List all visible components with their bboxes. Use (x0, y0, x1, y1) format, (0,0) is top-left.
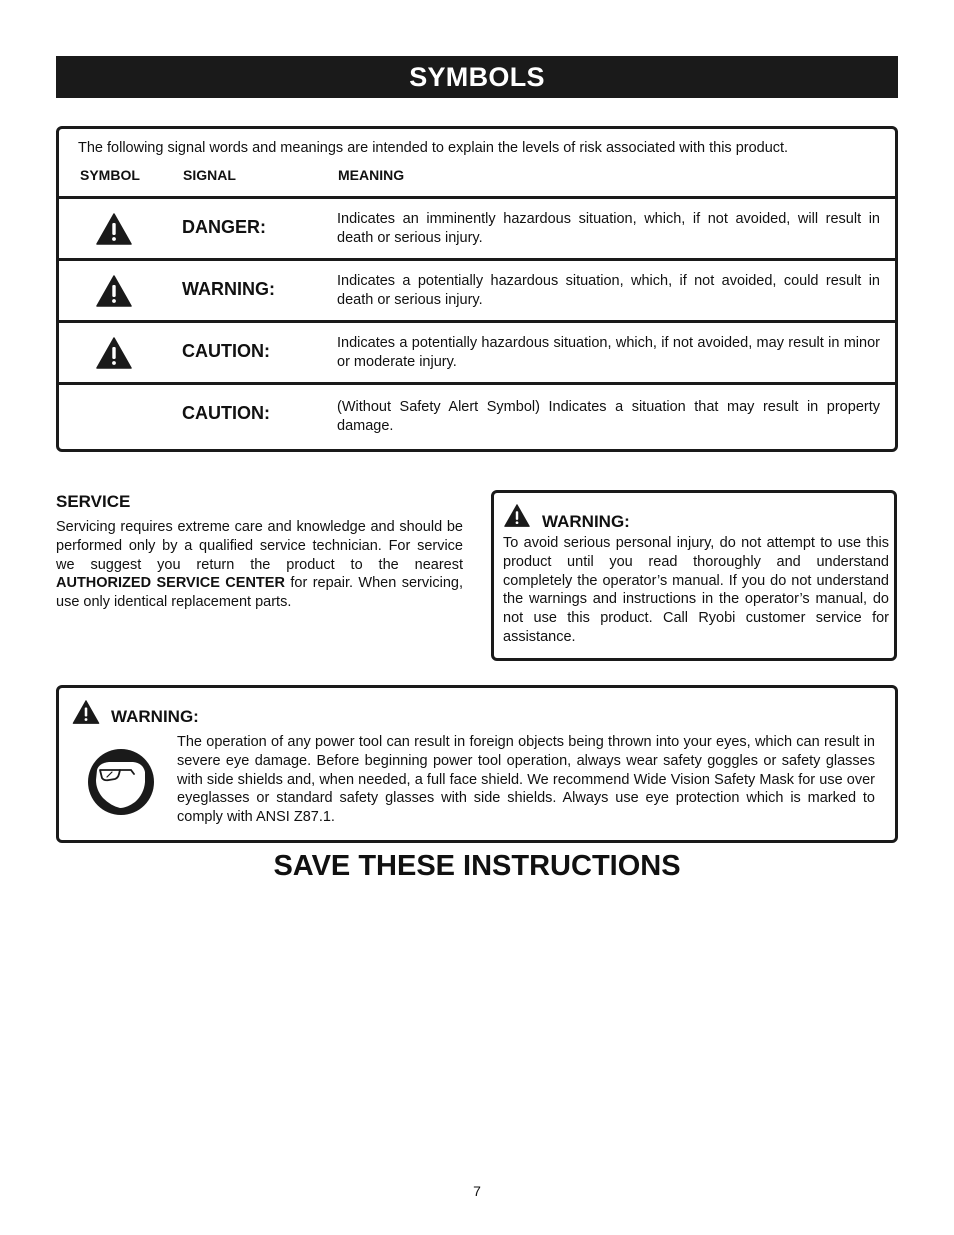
symbols-intro: The following signal words and meanings are intended to explain the levels of risk associated with this product. (78, 140, 789, 156)
service-text (56, 518, 463, 612)
service-text-2: for repair. When servicing, use only identical replacement parts. (56, 575, 463, 611)
signal-word: CAUTION: (182, 341, 270, 361)
signal-meaning: (Without Safety Alert Symbol) Indicates a situation that may result in property damage. (337, 399, 880, 434)
signal-meaning: Indicates a potentially hazardous situation, which, if not avoided, may result in minor or moderate injury. (337, 335, 880, 370)
eye-protection-warning-box (56, 685, 898, 843)
table-row (59, 382, 895, 445)
warning-text: To avoid serious personal injury, do not attempt to use this product until you read thoroughly and understand completely the operator’s manual. If you do not understand the warnings and instructions in the operator’s manual, do not use this product. Call Ryobi customer service for assistance. (503, 535, 889, 645)
warning-title: WARNING: (111, 707, 199, 726)
signal-meaning: Indicates a potentially hazardous situation, which, if not avoided, could result in death or serious injury. (337, 273, 880, 308)
header-meaning: MEANING (338, 167, 405, 183)
header-symbol: SYMBOL (80, 167, 140, 183)
signal-word: WARNING: (182, 279, 275, 299)
header-signal: SIGNAL (183, 167, 236, 183)
page-number: 7 (473, 1183, 481, 1199)
warning-title: WARNING: (542, 512, 630, 531)
save-instructions-heading: SAVE THESE INSTRUCTIONS (273, 850, 681, 882)
table-row (59, 196, 895, 259)
table-row (59, 258, 895, 321)
safety-alert-triangle-icon (96, 213, 132, 245)
service-warning-box (491, 490, 897, 661)
signal-word: DANGER: (182, 217, 266, 237)
service-heading: SERVICE (56, 492, 131, 511)
safety-alert-triangle-icon (96, 337, 132, 369)
signal-meaning: Indicates an imminently hazardous situation, which, if not avoided, will result in death or serious injury. (337, 211, 880, 246)
page-title: SYMBOLS (56, 56, 898, 98)
service-center-label: AUTHORIZED SERVICE CENTER (56, 575, 285, 592)
safety-glasses-icon (87, 748, 155, 816)
safety-alert-triangle-icon (72, 700, 100, 724)
safety-alert-triangle-icon (504, 504, 530, 527)
warning-text: The operation of any power tool can result in foreign objects being thrown into your eyes, which can result in severe eye damage. Before beginning power tool operation, always wear safety goggles or safety glasses with side shields and, when needed, a full face shield. We recommend Wide Vision Safety Mask for use over eyeglasses or standard safety glasses with side shields. Always use eye protection which is marked to comply with ANSI Z87.1. (177, 734, 875, 826)
symbols-table (56, 126, 898, 452)
signal-word: CAUTION: (182, 403, 270, 423)
safety-alert-triangle-icon (96, 275, 132, 307)
table-row (59, 320, 895, 383)
service-text-1: Servicing requires extreme care and knowledge and should be performed only by a qualified service technician. For service we suggest you return the product to the nearest (56, 519, 463, 573)
